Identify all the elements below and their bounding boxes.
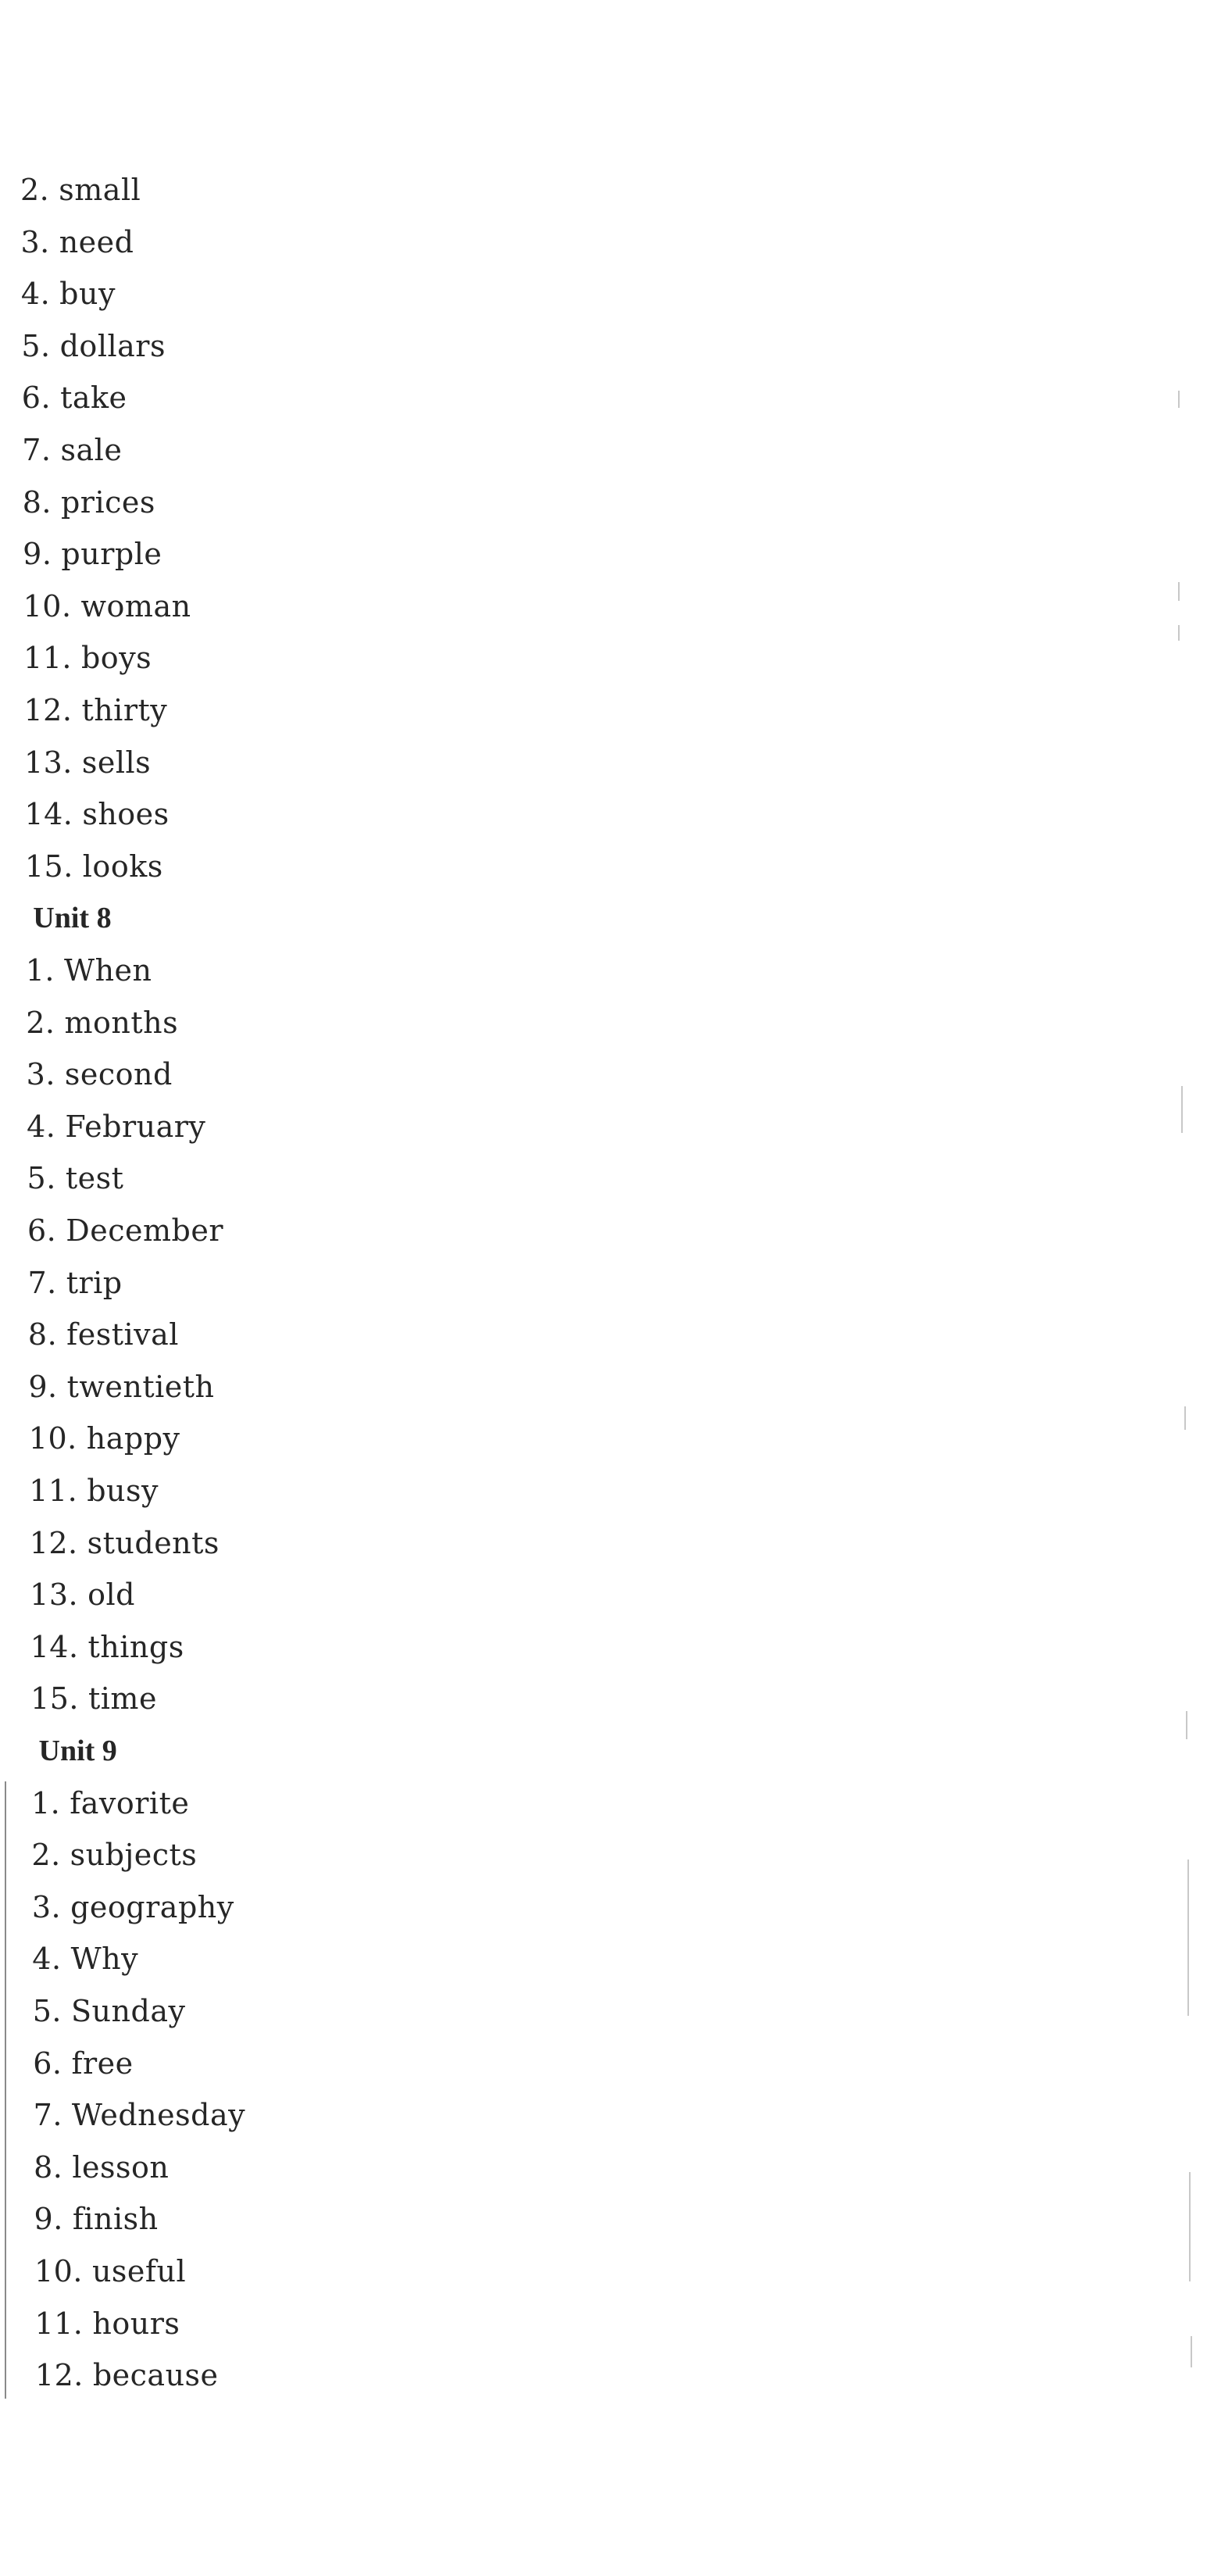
item-number: 3.	[26, 1057, 55, 1092]
item-number: 10.	[34, 2254, 83, 2288]
item-number: 9.	[28, 1369, 58, 1404]
item-number: 11.	[34, 2306, 84, 2341]
answer-item	[31, 1837, 197, 1873]
item-answer: things	[87, 1629, 184, 1664]
item-answer: woman	[80, 588, 191, 623]
item-number: 6.	[21, 381, 52, 416]
answer-item	[21, 276, 116, 312]
item-answer: shoes	[82, 797, 170, 832]
answer-item	[29, 1473, 159, 1509]
item-number: 2.	[31, 1838, 61, 1873]
answer-item	[28, 1317, 179, 1352]
item-number: 4.	[27, 1109, 56, 1144]
item-answer: trip	[66, 1265, 123, 1300]
item-answer: busy	[87, 1474, 159, 1508]
item-number: 8.	[22, 484, 52, 520]
item-number: 12.	[23, 693, 73, 727]
answer-item	[27, 1160, 124, 1196]
item-answer: take	[60, 381, 127, 416]
answer-item	[23, 484, 155, 520]
item-number: 6.	[33, 2045, 62, 2081]
item-answer: months	[64, 1005, 179, 1040]
item-answer: students	[87, 1525, 220, 1560]
item-answer: happy	[86, 1421, 180, 1456]
answer-item	[32, 1889, 234, 1925]
item-answer: hours	[92, 2306, 180, 2341]
item-number: 5.	[32, 1994, 62, 2028]
item-answer: because	[92, 2358, 219, 2393]
item-answer: free	[71, 2045, 134, 2081]
answer-item	[24, 745, 151, 781]
item-answer: twentieth	[66, 1369, 215, 1404]
item-number: 1.	[30, 1785, 61, 1820]
item-number: 1.	[25, 953, 55, 988]
answer-item	[34, 2149, 169, 2185]
answer-item	[31, 1785, 189, 1821]
item-number: 4.	[20, 277, 51, 312]
item-answer: second	[64, 1057, 173, 1092]
item-number: 10.	[28, 1421, 77, 1456]
item-answer: sells	[81, 745, 152, 780]
answer-item	[27, 1265, 122, 1301]
answer-item	[34, 2097, 245, 2133]
item-answer: looks	[82, 849, 163, 884]
unit-heading: Unit 9	[38, 1735, 117, 1767]
answer-item	[33, 2045, 133, 2081]
item-answer: finish	[72, 2202, 159, 2237]
item-answer: purple	[61, 537, 162, 572]
item-answer: useful	[91, 2254, 187, 2288]
item-number: 2.	[26, 1005, 55, 1040]
answer-item	[20, 224, 134, 260]
item-answer: When	[64, 953, 152, 988]
answer-item	[27, 1109, 205, 1145]
answer-item	[22, 380, 127, 416]
item-answer: February	[65, 1109, 206, 1144]
answer-item	[20, 172, 141, 208]
item-answer: boys	[80, 641, 152, 676]
item-number: 5.	[21, 328, 51, 363]
item-answer: buy	[59, 277, 116, 312]
item-number: 8.	[34, 2149, 63, 2185]
item-answer: thirty	[81, 693, 168, 727]
item-answer: time	[87, 1681, 157, 1717]
unit-heading: Unit 8	[33, 902, 112, 935]
answer-item	[24, 796, 169, 832]
answer-item	[34, 2306, 180, 2342]
answer-item	[29, 1420, 180, 1456]
item-answer: favorite	[70, 1785, 190, 1820]
item-answer: December	[66, 1213, 224, 1248]
item-number: 11.	[29, 1474, 78, 1508]
left-margin-rule	[5, 1781, 6, 2399]
item-answer: need	[59, 224, 134, 259]
answer-item	[27, 1213, 223, 1249]
scan-margin-marks	[1167, 0, 1214, 2576]
item-number: 12.	[34, 2358, 84, 2393]
item-number: 14.	[30, 1629, 79, 1664]
item-number: 9.	[23, 537, 52, 572]
answer-item	[26, 1005, 178, 1041]
item-number: 14.	[24, 797, 73, 832]
item-answer: small	[59, 173, 141, 207]
item-number: 5.	[27, 1161, 56, 1196]
item-number: 15.	[30, 1681, 79, 1717]
item-number: 13.	[23, 745, 73, 780]
item-number: 7.	[27, 1265, 57, 1300]
answer-item	[30, 1681, 157, 1717]
answer-item	[34, 2253, 186, 2289]
item-answer: Wednesday	[71, 2098, 246, 2133]
item-number: 12.	[29, 1525, 78, 1560]
answer-item	[24, 692, 168, 728]
item-number: 3.	[31, 1889, 62, 1924]
answer-item	[30, 1629, 184, 1665]
answer-item	[27, 1056, 173, 1092]
item-number: 10.	[23, 588, 72, 623]
item-number: 9.	[34, 2202, 63, 2237]
answer-item	[21, 328, 166, 364]
answer-item	[28, 1369, 214, 1405]
item-number: 2.	[20, 173, 50, 207]
item-number: 15.	[24, 849, 73, 884]
answer-item	[35, 2357, 219, 2393]
item-number: 11.	[23, 641, 72, 676]
item-answer: geography	[70, 1889, 234, 1924]
answer-item	[30, 1525, 220, 1561]
answer-item	[26, 952, 152, 988]
item-number: 7.	[33, 2098, 62, 2133]
answer-item	[30, 1577, 135, 1613]
answer-item	[32, 1941, 138, 1977]
item-number: 13.	[30, 1577, 79, 1613]
item-number: 7.	[22, 433, 52, 467]
answer-item	[34, 2201, 159, 2237]
item-number: 6.	[27, 1213, 57, 1248]
item-answer: festival	[66, 1317, 179, 1352]
item-answer: Why	[70, 1942, 139, 1977]
item-answer: Sunday	[71, 1994, 186, 2028]
item-number: 8.	[27, 1317, 58, 1352]
item-answer: dollars	[59, 328, 166, 363]
answer-item	[23, 640, 152, 676]
answer-item	[22, 432, 122, 468]
item-answer: test	[65, 1161, 124, 1196]
answer-item	[23, 536, 162, 572]
answer-item	[23, 588, 191, 624]
item-answer: prices	[60, 484, 155, 520]
item-answer: old	[87, 1577, 135, 1613]
item-number: 4.	[32, 1942, 62, 1977]
item-answer: subjects	[70, 1838, 198, 1873]
item-answer: sale	[60, 433, 123, 467]
answer-item	[25, 849, 163, 884]
answer-item	[33, 1993, 186, 2029]
item-number: 3.	[20, 224, 50, 259]
item-answer: lesson	[72, 2149, 170, 2185]
